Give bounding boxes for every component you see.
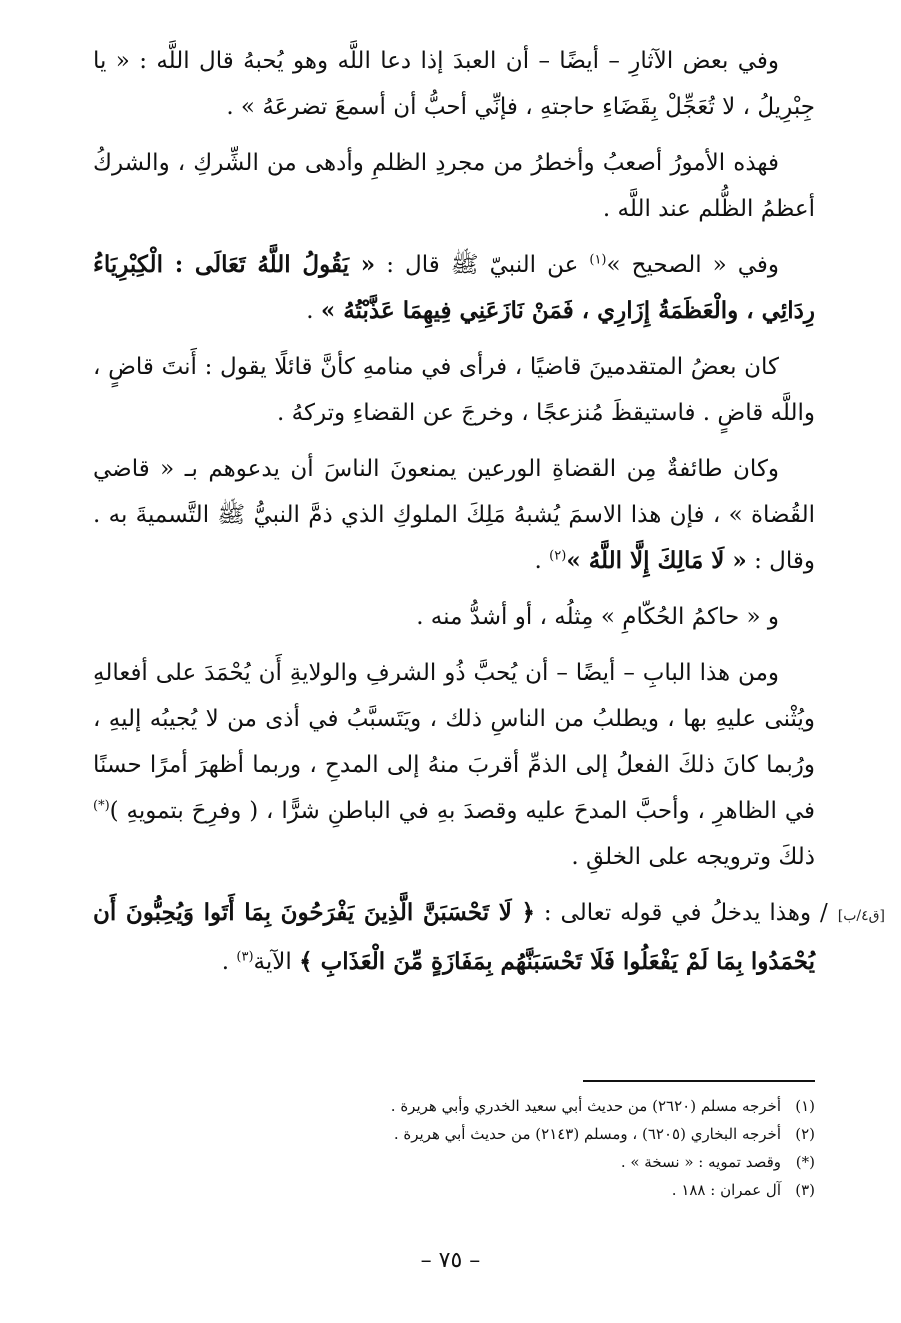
- ayah-after: الآية: [253, 949, 300, 975]
- bab-end: ذلكَ وترويجه على الخلقِ .: [571, 844, 815, 870]
- paragraph-sahih: [93, 242, 815, 334]
- qudat-end: .: [534, 548, 550, 574]
- hadith-quote-kibriya: « يَقُولُ اللَّهُ تَعَالَى : الْكِبْرِيَاءُ رِدَائِي ، والْعَظَمَةُ إِزَارِي ، فَمَنْ نَازَعَنِي فِيهِمَا عَذَّبْتُهُ »: [93, 251, 815, 324]
- manuscript-folio-marker: [ق٤/ب]: [837, 908, 885, 924]
- footnote-3: [93, 1176, 815, 1204]
- footnote-number: (٢): [795, 1125, 815, 1143]
- footnote-number: (*): [795, 1153, 815, 1171]
- footnote-ref-1[interactable]: (١): [589, 252, 607, 268]
- qudat-text: وكان طائفةٌ مِن القضاةِ الورعين يمنعونَ الناسَ أن يدعوهم بـ « قاضي القُضاة » ، فإن هذا الاسمَ يُشبهُ مَلِكَ الملوكِ الذي ذمَّ النبيُّ ﷺ التَّسميةَ به . وقال :: [93, 456, 815, 574]
- paragraph-hakim: و « حاكمُ الحُكّامِ » مِثلُه ، أو أشدُّ منه .: [416, 604, 779, 630]
- sahih-middle: عن النبيّ ﷺ قال :: [375, 252, 590, 278]
- footnote-text: وقصد تمويه : « نسخة » .: [620, 1153, 781, 1171]
- footnote-ref-star[interactable]: (*): [93, 798, 110, 814]
- paragraph-qudat: [93, 446, 815, 584]
- paragraph-bab: [93, 650, 815, 880]
- footnote-number: (٣): [795, 1181, 815, 1199]
- footnote-1: [93, 1092, 815, 1120]
- footnote-divider: [583, 1080, 815, 1082]
- paragraph-umur: فهذه الأمورُ أصعبُ وأخطرُ من مجردِ الظلمِ وأدهى من الشِّركِ ، والشركُ أعظمُ الظُّلم عند اللَّه .: [93, 150, 815, 222]
- footnotes: [93, 1092, 815, 1204]
- footnote-text: أخرجه البخاري (٦٢٠٥) ، ومسلم (٢١٤٣) من حديث أبي هريرة .: [393, 1125, 781, 1143]
- page-number: – ٧٥ –: [420, 1248, 481, 1273]
- ayah-end: .: [221, 949, 237, 975]
- paragraph-athar: وفي بعض الآثارِ – أيضًا – أن العبدَ إذا دعا اللَّه وهو يُحبهُ قال اللَّه : « يا جِبْرِيلُ ، لا تُعَجِّلْ بِقَضَاءِ حاجتهِ ، فإنِّي أحبُّ أن أسمعَ تضرعَهُ » .: [93, 48, 815, 120]
- sahih-intro: وفي « الصحيح »: [606, 252, 780, 278]
- ayah-intro: / وهذا يدخلُ في قوله تعالى :: [534, 900, 828, 926]
- footnote-2: [93, 1120, 815, 1148]
- footnote-number: (١): [795, 1097, 815, 1115]
- paragraph-qadi-dream: كان بعضُ المتقدمينَ قاضيًا ، فرأى في منامهِ كأنَّ قائلًا يقول : أَنتَ قاضٍ ، واللَّه قاضٍ . فاستيقظَ مُنزعجًا ، وخرجَ عن القضاءِ وتركهُ .: [93, 354, 815, 426]
- footnote-ref-3[interactable]: (٣): [236, 949, 254, 965]
- footnote-star: [93, 1148, 815, 1176]
- sahih-end: .: [306, 298, 321, 324]
- hadith-quote-malik: « لَا مَالِكَ إِلَّا اللَّهُ »: [566, 547, 747, 574]
- footnote-text: أخرجه مسلم (٢٦٢٠) من حديث أبي سعيد الخدري وأبي هريرة .: [390, 1097, 781, 1115]
- bab-text: ومن هذا البابِ – أيضًا – أن يُحبَّ ذُو الشرفِ والولايةِ أَن يُحْمَدَ على أفعالهِ ويُثْنى عليهِ بها ، ويطلبُ من الناسِ ذلك ، ويَتَسبَّبُ في أذى من لا يُجيبُه إليهِ ، ورُبما كانَ ذلكَ الفعلُ إلى الذمِّ أقربَ منهُ إلى المدحِ ، وربما أظهرَ أمرًا حسنًا في الظاهرِ ، وأحبَّ المدحَ عليه وقصدَ بهِ في الباطنِ شرًّا ، ( وفرِحَ بتمويهِ ): [93, 660, 815, 824]
- footnote-ref-2[interactable]: (٢): [549, 548, 567, 564]
- quran-verse: ﴿ لَا تَحْسَبَنَّ الَّذِينَ يَفْرَحُونَ بِمَا أَتَوا وَيُحِبُّونَ أَن يُحْمَدُوا بِمَا لَمْ يَفْعَلُوا فَلَا تَحْسَبَنَّهُم بِمَفَازَةٍ مِّنَ الْعَذَابِ ﴾: [93, 899, 815, 975]
- body-text: [93, 38, 885, 995]
- paragraph-ayah: [93, 890, 885, 985]
- footnote-text: آل عمران : ١٨٨ .: [671, 1181, 781, 1199]
